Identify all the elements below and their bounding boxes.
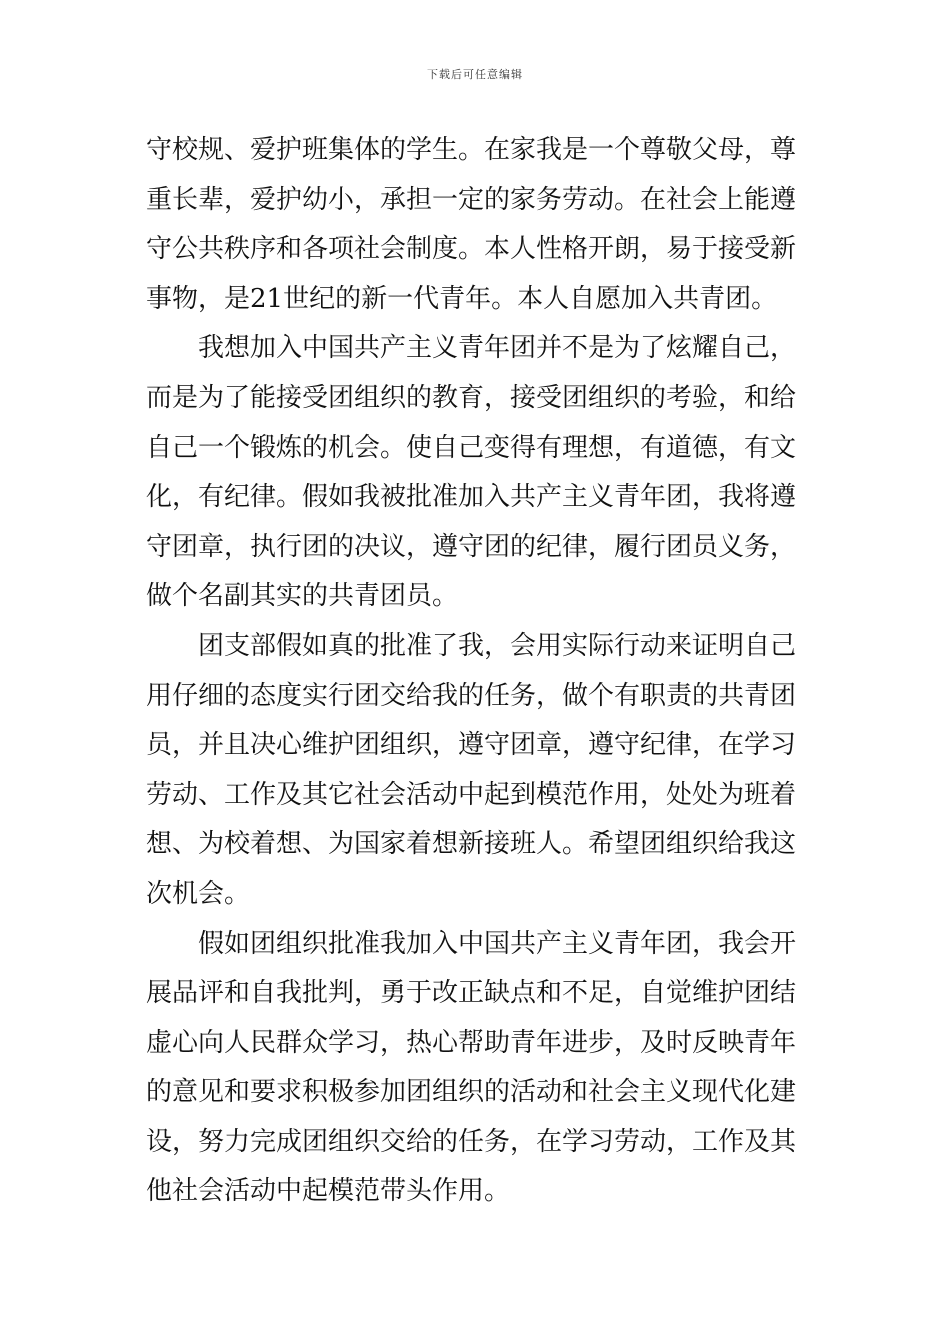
text-line: 而是为了能接受团组织的教育，接受团组织的考验，和给 — [146, 382, 797, 413]
text-line: 守团章，执行团的决议，遵守团的纪律，履行团员义务， — [146, 531, 797, 562]
text-line: 次机会。 — [146, 878, 251, 909]
text-line: 守校规、爱护班集体的学生。在家我是一个尊敬父母，尊 — [146, 135, 797, 165]
text-line: 事物，是21世纪的新一代青年。本人自愿加入共青团。 — [146, 283, 778, 314]
text-line: 化，有纪律。假如我被批准加入共产主义青年团，我将遵 — [146, 482, 797, 513]
text-line: 劳动、工作及其它社会活动中起到模范作用，处处为班着 — [146, 779, 797, 810]
text-line: 用仔细的态度实行团交给我的任务，做个有职责的共青团 — [146, 680, 797, 711]
text-line: 想、为校着想、为国家着想新接班人。希望团组织给我这 — [146, 829, 797, 860]
text-line: 自己一个锻炼的机会。使自己变得有理想，有道德，有文 — [146, 432, 797, 463]
paragraph-first-line: 团支部假如真的批准了我，会用实际行动来证明自己 — [198, 630, 797, 661]
document-body — [146, 126, 810, 1217]
text-line: 设，努力完成团组织交给的任务，在学习劳动，工作及其 — [146, 1126, 797, 1157]
text-line: 守公共秩序和各项社会制度。本人性格开朗，易于接受新 — [146, 234, 797, 265]
text-line: 展品评和自我批判，勇于改正缺点和不足，自觉维护团结 — [146, 978, 797, 1009]
text-line: 重长辈，爱护幼小，承担一定的家务劳动。在社会上能遵 — [146, 184, 797, 215]
paragraph-first-line: 假如团组织批准我加入中国共产主义青年团，我会开 — [198, 928, 797, 959]
text-line: 做个名副其实的共青团员。 — [146, 581, 459, 612]
paragraph-first-line: 我想加入中国共产主义青年团并不是为了炫耀自己， — [198, 333, 797, 364]
header-note: 下载后可任意编辑 — [427, 68, 523, 81]
text-line: 的意见和要求积极参加团组织的活动和社会主义现代化建 — [146, 1077, 797, 1108]
text-line: 虚心向人民群众学习，热心帮助青年进步，及时反映青年 — [146, 1027, 797, 1058]
text-line: 员，并且决心维护团组织，遵守团章，遵守纪律，在学习 — [146, 730, 797, 761]
text-line: 他社会活动中起模范带头作用。 — [146, 1176, 511, 1207]
